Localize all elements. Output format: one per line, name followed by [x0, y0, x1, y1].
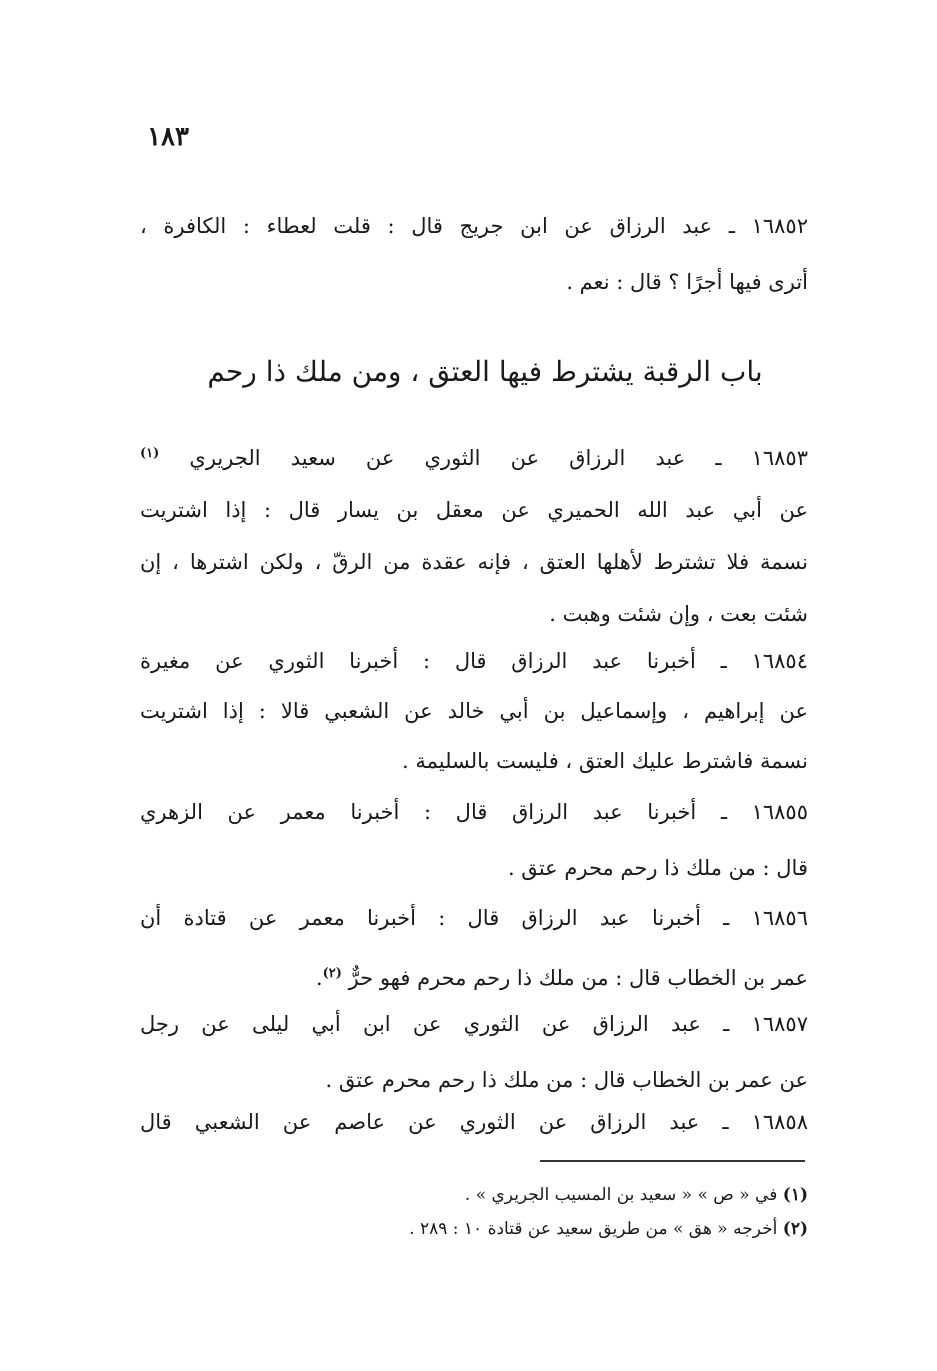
hadith-paragraph-16858	[140, 1102, 808, 1142]
paragraph-line: عن إبراهيم ، وإسماعيل بن أبي خالد عن الشعبي قالا : إذا اشتريت	[140, 699, 808, 723]
paragraph-line	[140, 428, 808, 484]
paragraph-line: نسمة فاشترط عليك العتق ، فليست بالسليمة .	[401, 749, 808, 773]
paragraph-line: نسمة فلا تشترط لأهلها العتق ، فإنه عقدة من الرقّ ، ولكن اشترها ، إن	[140, 550, 808, 574]
paragraph-line: ١٦٨٥٤ ـ أخبرنا عبد الرزاق قال : أخبرنا الثوري عن مغيرة	[140, 649, 808, 673]
paragraph-line: ١٦٨٥٢ ـ عبد الرزاق عن ابن جريج قال : قلت لعطاء : الكافرة ،	[140, 214, 808, 238]
paragraph-line: ١٦٨٥٦ ـ أخبرنا عبد الرزاق قال : أخبرنا معمر عن قتادة أن	[140, 906, 808, 930]
footnote-1	[260, 1178, 808, 1212]
paragraph-line: عن عمر بن الخطاب قال : من ملك ذا رحم محرم عتق .	[325, 1068, 808, 1092]
paragraph-line-text: عمر بن الخطاب قال : من ملك ذا رحم محرم فهو حرٌّ	[348, 966, 808, 990]
hadith-paragraph-16856	[140, 890, 808, 1006]
paragraph-line: قال : من ملك ذا رحم محرم عتق .	[507, 856, 808, 880]
footnote-divider	[540, 1160, 805, 1162]
page-number: ١٨٣	[147, 122, 189, 152]
paragraph-line: ١٦٨٥٨ ـ عبد الرزاق عن الثوري عن عاصم عن الشعبي قال	[140, 1110, 808, 1134]
paragraph-line-tail: .	[315, 966, 323, 990]
paragraph-line: شئت بعت ، وإن شئت وهبت .	[549, 602, 808, 626]
hadith-paragraph-16852	[140, 198, 808, 310]
hadith-paragraph-16855	[140, 784, 808, 896]
chapter-heading: باب الرقبة يشترط فيها العتق ، ومن ملك ذا رحم	[207, 355, 763, 388]
paragraph-line: ١٦٨٥٥ ـ أخبرنا عبد الرزاق قال : أخبرنا معمر عن الزهري	[140, 800, 808, 824]
footnote-ref: (٢)	[322, 966, 342, 981]
paragraph-line: ١٦٨٥٧ ـ عبد الرزاق عن الثوري عن ابن أبي ليلى عن رجل	[140, 1012, 808, 1036]
paragraph-line: أترى فيها أجرًا ؟ قال : نعم .	[566, 270, 808, 294]
paragraph-line-text: ١٦٨٥٣ ـ عبد الرزاق عن الثوري عن سعيد الجريري	[189, 446, 808, 470]
footnote-text: أخرجه « هق » من طريق سعيد عن قتادة ١٠ : ٢٨٩ .	[409, 1219, 778, 1239]
hadith-paragraph-16857	[140, 996, 808, 1108]
paragraph-line: عن أبي عبد الله الحميري عن معقل بن يسار قال : إذا اشتريت	[140, 498, 808, 522]
footnotes	[260, 1178, 808, 1246]
footnote-2	[260, 1212, 808, 1246]
footnote-number: (٢)	[782, 1219, 808, 1239]
hadith-paragraph-16854	[140, 636, 808, 786]
hadith-paragraph-16853	[140, 428, 808, 640]
footnote-number: (١)	[782, 1185, 808, 1205]
footnote-ref: (١)	[140, 446, 160, 461]
footnote-text: في « ص » « سعيد بن المسيب الجريري » .	[464, 1185, 778, 1205]
